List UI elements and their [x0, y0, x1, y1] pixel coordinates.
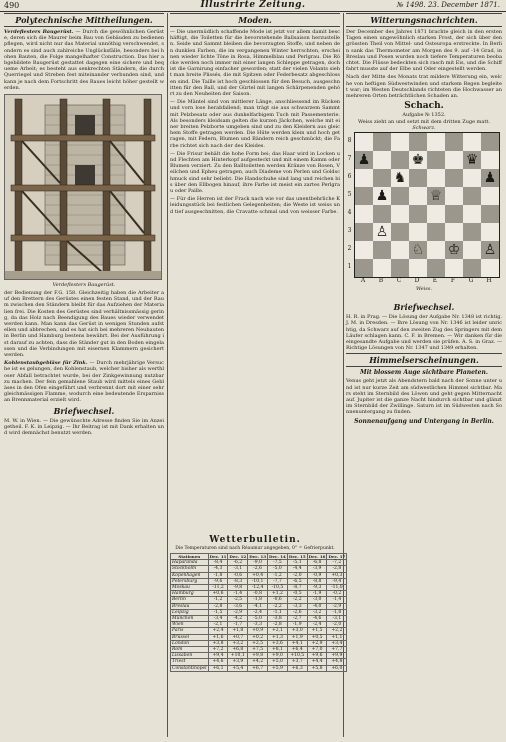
column-left: [4, 13, 164, 737]
chess-square: [463, 205, 481, 223]
chess-piece-square: ♚: [409, 151, 427, 169]
temperature-cell: -3,9: [307, 566, 327, 572]
temperature-cell: -6,2: [228, 560, 248, 566]
temperature-cell: +5,0: [268, 659, 288, 665]
chess-square: [391, 151, 409, 169]
chess-square: [481, 205, 499, 223]
temperature-cell: -11,2: [208, 585, 228, 591]
chess-square: [445, 151, 463, 169]
temperature-cell: -2,4: [248, 609, 268, 615]
station-name: Berlin: [171, 597, 209, 603]
temperature-cell: +2,5: [248, 640, 268, 646]
weather-column-header: Dec. 15: [288, 554, 306, 559]
temperature-cell: +6,4: [287, 647, 307, 653]
rank-label: 1: [347, 263, 352, 271]
temperature-cell: +0,7: [228, 634, 248, 640]
temperature-cell: -1,8: [208, 572, 228, 578]
black-label: Schwarz.: [412, 125, 436, 132]
temperature-cell: +10,5: [287, 653, 307, 659]
chess-square: [409, 223, 427, 241]
temperature-cell: -5,0: [268, 566, 288, 572]
file-label: C: [396, 277, 402, 285]
temperature-cell: +3,6: [268, 640, 288, 646]
chess-square: [409, 205, 427, 223]
chess-piece-square: ♙: [373, 223, 391, 241]
weather-column-header: Dec. 11: [209, 554, 227, 559]
station-name: Breslau: [171, 603, 209, 609]
article-text: Der December des Jahres 1871 brachte gleich in den ersten Tagen einen ungewöhnlich starken Frost, der sich über den grössten Theil von Mittel- und Osteuropa erstreckte. In Berlin sank das Thermometer am Morgen des 9. auf -14 Grad, in Breslau und Posen wurden noch tiefere Temperaturen beobachtet. Die Flüsse bedeckten sich rasch mit Eis, und die Schifffahrt musste auf der Elbe und Oder eingestellt werden.: [346, 29, 502, 73]
station-name: Brüssel: [171, 634, 209, 640]
station-name: Petersburg: [171, 578, 209, 584]
temperature-cell: -9,0: [248, 560, 268, 566]
chess-square: [373, 205, 391, 223]
section-heading: Polytechnische Mittheilungen.: [4, 13, 164, 27]
chess-square: [427, 151, 445, 169]
station-name: London: [171, 640, 209, 646]
chess-square: [427, 169, 445, 187]
temperature-cell: +1,9: [287, 634, 307, 640]
chess-square: [481, 133, 499, 151]
chess-piece-square: ♟: [373, 187, 391, 205]
temperature-cell: -9,8: [228, 585, 248, 591]
chess-square: [409, 187, 427, 205]
temperature-cell: +2,9: [307, 640, 327, 646]
article-paragraph: [4, 360, 164, 403]
chess-square: [427, 223, 445, 241]
temperature-cell: -1,9: [287, 622, 307, 628]
temperature-cell: -2,1: [208, 622, 228, 628]
temperature-cell: -2,8: [327, 566, 347, 572]
temperature-cell: -4,2: [228, 616, 248, 622]
weather-column-header: Dec. 14: [269, 554, 286, 559]
chess-square: [355, 205, 373, 223]
column-divider: [167, 13, 168, 737]
temperature-cell: +4,1: [287, 640, 307, 646]
temperature-cell: -4,0: [307, 603, 327, 609]
temperature-cell: +0,4: [248, 572, 268, 578]
temperature-cell: -12,4: [248, 585, 268, 591]
temperature-cell: -2,2: [268, 603, 288, 609]
temperature-cell: +5,4: [228, 665, 248, 671]
temperature-cell: -3,3: [248, 622, 268, 628]
chess-square: [481, 223, 499, 241]
temperature-cell: +2,2: [327, 628, 347, 634]
chess-piece-square: ♟: [481, 169, 499, 187]
chess-square: [373, 241, 391, 259]
temperature-cell: -7,2: [327, 560, 347, 566]
subsection-heading: Sonnenaufgang und Untergang in Berlin.: [354, 417, 494, 425]
temperature-cell: +1,5: [307, 628, 327, 634]
rank-label: 3: [347, 227, 352, 235]
temperature-cell: -9,6: [208, 578, 228, 584]
station-name: Constantinopel: [172, 665, 207, 671]
temperature-cell: +0,5: [307, 634, 327, 640]
chess-square: [445, 259, 463, 277]
temperature-cell: -9,3: [307, 585, 327, 591]
temperature-cell: +9,6: [307, 653, 327, 659]
chess-square: [445, 169, 463, 187]
column-right: [346, 13, 502, 737]
temperature-cell: -10,5: [268, 585, 288, 591]
station-name: Moskau: [171, 585, 209, 591]
temperature-cell: -3,0: [307, 597, 327, 603]
station-name: Rom: [171, 647, 209, 653]
weather-column-header: Dec. 16: [308, 554, 326, 559]
temperature-cell: -3,2: [307, 609, 327, 615]
table-row: [171, 665, 347, 671]
temperature-cell: +4,4: [307, 659, 327, 665]
file-label: B: [378, 277, 384, 285]
article-text: H. R. in Prag. — Die Lösung der Aufgabe Nr. 1348 ist richtig. J. M. in Dresden. — Ihre Lösung von Nr. 1346 ist leider unrichtig, da Schwarz auf den zweiten Zug des Springers mit dem Läufer schlagen kann. C. F. in Bremen. — Wir danken für die eingesandte Aufgabe und werden sie prüfen. A. S. in Graz. — Richtige Lösungen von Nr. 1347 und 1349 erhalten.: [346, 314, 502, 352]
weather-title: Wetterbulletin.: [209, 535, 301, 545]
temperature-cell: -1,1: [268, 609, 288, 615]
article-text: M. W. in Wien. — Die gewünschte Adresse finden Sie im Anzeigetheil. F. K. in Leipzig. — Ihr Beitrag ist mit Dank erhalten und wird demnächst benutzt werden.: [4, 417, 164, 437]
temperature-cell: +7,2: [208, 647, 228, 653]
chess-square: [391, 223, 409, 241]
chess-square: [481, 259, 499, 277]
temperature-cell: +2,4: [208, 628, 228, 634]
weather-bulletin: [170, 535, 346, 737]
temperature-cell: +4,2: [248, 659, 268, 665]
temperature-cell: -1,8: [248, 597, 268, 603]
temperature-cell: -1,8: [327, 609, 347, 615]
temperature-cell: -0,5: [287, 591, 307, 597]
temperature-cell: +3,9: [228, 659, 248, 665]
station-name: Leipzig: [171, 609, 209, 615]
chess-square: [391, 133, 409, 151]
rank-label: 6: [347, 173, 352, 181]
article-text: — Die unermüdlich schaffende Mode ist jetzt vor allem damit beschäftigt, die Toiletten für die bevorstehende Ballsaison herzustellen. Seide und Sammt bleiben die bevorzugten Stoffe, und neben den dunklen Farben, die im vergangenen Winter herrschten, erscheinen wieder lichte Töne in Rosa, Himmelblau und Perlgrau. Die Röcke werden noch immer mit einer langen Schleppe getragen, doch ist die Garnirung einfacher geworden; statt der vielen Volants sieht man breite Plissés, die mit Spitzen oder Federbesatz abgeschlossen sind. Die Taille ist hoch geschlossen für den Besuch, ausgeschnitten für den Ball, und der Gürtel mit langen Schärpenenden gehört zu den Neuheiten der Saison.: [170, 29, 340, 98]
temperature-cell: -0,6: [228, 572, 248, 578]
article-text: — Durch die gewöhnlichen Gerüste, deren sich die Maurer beim Bau von Gebäuden zu bedienen pflegen, wird nicht nur das Material unnöthig verschwendet, sondern es sind auch zahlreiche Unglücksfälle, besonders bei hohen Bauten, die Folge mangelhafter Construction. Das hier abgebildete Baugerüst gestattet dagegen eine sichere und bequeme Arbeit; es besteht aus senkrechten Ständern, die durch Querriegel und Streben fest miteinander verbunden sind, und kann je nach dem Fortschritt des Baues leicht höher gestellt werden.: [4, 29, 165, 91]
white-label: Weiss.: [415, 286, 432, 293]
weather-column-header: Stationen: [171, 554, 209, 560]
temperature-cell: -1,2: [208, 597, 228, 603]
article-text: Venus geht jetzt als Abendstern bald nach der Sonne unter und ist nur kurze Zeit am südwestlichen Himmel sichtbar. Mars steht im Sternbild des Löwen und geht gegen Mitternacht auf. Jupiter ist die ganze Nacht hindurch sichtbar und glänzt im Sternbild der Zwillinge. Saturn ist im Südwesten nach Sonnenuntergang zu finden.: [346, 378, 502, 416]
temperature-cell: -0,8: [248, 591, 268, 597]
temperature-cell: -2,4: [307, 622, 327, 628]
temperature-cell: -2,2: [287, 597, 307, 603]
chess-square: [427, 241, 445, 259]
temperature-cell: -3,4: [208, 616, 228, 622]
chess-square: [463, 259, 481, 277]
temperature-cell: -3,1: [228, 566, 248, 572]
temperature-cell: -5,0: [248, 616, 268, 622]
chess-piece-square: ♟: [355, 151, 373, 169]
temperature-cell: +1,6: [208, 634, 228, 640]
column-middle: [170, 13, 340, 545]
chess-square: [373, 151, 391, 169]
chess-square: [373, 133, 391, 151]
chess-square: [463, 169, 481, 187]
temperature-cell: -8,8: [307, 578, 327, 584]
temperature-cell: +0,6: [208, 591, 228, 597]
file-label: F: [450, 277, 456, 285]
temperature-cell: -4,4: [287, 566, 307, 572]
chess-square: [427, 133, 445, 151]
chess-board: [354, 132, 500, 278]
rank-label: 2: [347, 245, 352, 253]
section-heading: Witterungsnachrichten.: [346, 13, 502, 27]
page-number: 490: [4, 1, 20, 10]
temperature-cell: +3,8: [208, 640, 228, 646]
file-label: H: [486, 277, 492, 285]
figure-caption: Verdeflesters Baugerüst.: [52, 282, 116, 289]
temperature-cell: +2,1: [268, 628, 288, 634]
temperature-cell: -0,9: [307, 572, 327, 578]
temperature-cell: +6,7: [248, 665, 268, 671]
chess-square: [427, 259, 445, 277]
temperature-cell: +4,8: [327, 659, 347, 665]
file-label: A: [360, 277, 366, 285]
page-header: [0, 0, 506, 12]
scaffold-drawing: [5, 95, 161, 279]
chess-square: [391, 187, 409, 205]
chess-square: [481, 151, 499, 169]
temperature-cell: +6,3: [287, 665, 307, 671]
temperature-cell: -7,5: [268, 560, 288, 566]
temperature-cell: -8,3: [228, 578, 248, 584]
article-text: der Bedienung der F.G. 158. Gleichzeitig haben die Arbeiter auf den Brettern des Gerüstes einen festen Stand, und der Raum zwischen den Ständern bleibt für das Aufziehen der Materialien frei. Die Kosten des Gerüstes sind verhältnissmässig gering, da das Holz nach Beendigung des Baues wieder verwendet werden kann. Man kann das Gerüst in wenigen Stunden aufstellen und abbrechen, und es hat sich bei mehreren Neubauten in Berlin und Hamburg bestens bewährt. Bei der Ausführung ist darauf zu achten, dass die Ständer gut in den Boden eingelassen und die Verbindungen mit eisernen Klammern gesichert werden.: [4, 290, 164, 359]
temperature-cell: -4,6: [307, 616, 327, 622]
temperature-cell: -6,5: [287, 578, 307, 584]
file-label: E: [432, 277, 438, 285]
temperature-cell: -2,0: [327, 622, 347, 628]
temperature-cell: +7,5: [248, 647, 268, 653]
temperature-cell: +5,9: [268, 665, 288, 671]
temperature-cell: -3,6: [228, 603, 248, 609]
station-name: München: [171, 616, 209, 622]
temperature-cell: +9,9: [327, 653, 347, 659]
temperature-cell: -1,4: [327, 597, 347, 603]
file-label: G: [468, 277, 474, 285]
subsection-heading: Mit blossem Auge sichtbare Planeten.: [360, 369, 488, 377]
masthead: Illustrirte Zeitung.: [200, 0, 306, 10]
weather-column-header: Dec. 12: [229, 554, 247, 559]
temperature-cell: -6,8: [307, 560, 327, 566]
chess-square: [355, 241, 373, 259]
temperature-cell: -2,8: [208, 603, 228, 609]
temperature-cell: -8,4: [208, 560, 228, 566]
chess-square: [391, 241, 409, 259]
section-heading: Himmelserscheinungen.: [346, 353, 502, 367]
file-label: D: [414, 277, 420, 285]
weather-table-header: [171, 554, 347, 560]
weather-column-header: Dec. 17: [328, 554, 346, 559]
chess-square: [355, 259, 373, 277]
rank-label: 4: [347, 209, 352, 217]
station-name: Hamburg: [171, 591, 209, 597]
chess-piece-square: ♛: [463, 151, 481, 169]
chess-square: [445, 133, 463, 151]
chess-piece-square: ♘: [409, 241, 427, 259]
weather-table-body: [171, 560, 347, 672]
rank-label: 8: [347, 137, 352, 145]
temperature-cell: -8,7: [287, 585, 307, 591]
chess-square: [355, 169, 373, 187]
temperature-cell: +3,0: [287, 628, 307, 634]
temperature-cell: -5,1: [287, 560, 307, 566]
temperature-cell: -1,2: [268, 572, 288, 578]
chess-square: [445, 187, 463, 205]
temperature-cell: +3,7: [287, 659, 307, 665]
article-text: Nach der Mitte des Monats trat mildere Witterung ein, welche von heftigen Südwestwinden und starkem Regen begleitet war; im Westen Deutschlands richteten die Hochwasser an mehreren Orten beträchtlichen Schaden an.: [346, 74, 502, 100]
article-text: — Die Frisur behält die hohe Form bei; das Haar wird in Locken und Flechten am Hinterkopf aufgesteckt und mit einem Kamm oder Blumen verziert. Zu den Balltoiletten werden Kränze von Rosen, Veilchen und Epheu getragen, auch Diademe von Perlen und Goldschmuck sind sehr beliebt. Die Handschuhe sind lang und reichen bis über den Ellbogen hinauf, ihre Farbe ist meist ein zartes Perlgrau oder Paille.: [170, 150, 340, 195]
article-paragraph: [4, 29, 164, 91]
chess-square: [463, 187, 481, 205]
station-name: Paris: [171, 628, 209, 634]
chess-piece-square: ♞: [391, 169, 409, 187]
table-row: [171, 560, 347, 566]
temperature-cell: +1,1: [327, 634, 347, 640]
chess-square: [373, 259, 391, 277]
temperature-cell: +6,8: [228, 647, 248, 653]
issue-date: № 1498. 23. December 1871.: [396, 1, 500, 9]
article-lead: Verdeflesters Baugerüst.: [4, 29, 74, 35]
temperature-cell: -2,5: [228, 597, 248, 603]
temperature-cell: +9,4: [208, 653, 228, 659]
temperature-cell: -1,7: [228, 622, 248, 628]
temperature-cell: -7,7: [268, 578, 288, 584]
temperature-cell: -1,5: [208, 609, 228, 615]
chess-square: [463, 223, 481, 241]
temperature-cell: -2,8: [268, 622, 288, 628]
temperature-cell: -11,0: [327, 585, 347, 591]
rank-labels: [346, 132, 353, 276]
weather-column-header: Dec. 13: [249, 554, 267, 559]
chess-square: [427, 205, 445, 223]
chess-square: [481, 187, 499, 205]
station-name: Stockholm: [171, 566, 209, 572]
scaffold-illustration: [4, 94, 162, 280]
temperature-cell: -2,7: [287, 616, 307, 622]
chess-square: [463, 241, 481, 259]
station-name: Triest: [171, 659, 209, 665]
article-text: — Die Mäntel sind von mittlerer Länge, anschliessend im Rücken und vorn lose herabfallend; man trägt sie aus schwarzem Sammt mit Pelzbesatz oder aus dunkelfarbigem Tuch mit Passementerie. Als besonders kleidsam gelten die kurzen Jäckchen, welche mit einer breiten Pelzborte umgeben sind und zu den Kleidern aus gleichem Stoffe getragen werden. Die Hüte werden klein und hoch getragen, mit Federn, Blumen und Bändern reich geschmückt; die Farbe richtet sich nach der des Kleides.: [170, 99, 340, 149]
temperature-cell: -1,4: [228, 591, 248, 597]
chess-square: [391, 259, 409, 277]
temperature-cell: -0,6: [268, 597, 288, 603]
temperature-cell: -2,9: [228, 609, 248, 615]
chess-square: [355, 133, 373, 151]
temperature-cell: -3,1: [327, 616, 347, 622]
temperature-cell: +6,0: [327, 665, 347, 671]
file-labels: [354, 277, 498, 284]
article-text: — Für die Herren ist der Frack nach wie vor das unentbehrliche Kleidungsstück bei festlichen Gelegenheiten; die Weste ist weiss und tief ausgeschnitten, die Cravatte schmal und von weisser Farbe.: [170, 196, 340, 215]
temperature-cell: +9,8: [248, 653, 268, 659]
temperature-cell: -10,1: [248, 578, 268, 584]
temperature-cell: +1,2: [268, 591, 288, 597]
chess-piece-square: ♔: [445, 241, 463, 259]
rank-label: 7: [347, 155, 352, 163]
chess-square: [409, 133, 427, 151]
chess-diagram: [346, 126, 502, 302]
temperature-cell: +1,3: [268, 634, 288, 640]
temperature-cell: +1,8: [228, 628, 248, 634]
subsection-heading: Briefwechsel.: [53, 405, 115, 416]
temperature-cell: -4,3: [208, 566, 228, 572]
chess-square: [463, 133, 481, 151]
weather-subtitle: Die Temperaturen sind nach Réaumur angegeben, 0° = Gefrierpunkt.: [175, 546, 335, 551]
temperature-cell: +9,0: [268, 653, 288, 659]
weather-table: [170, 553, 347, 672]
temperature-cell: +0,2: [248, 634, 268, 640]
temperature-cell: +7,7: [327, 647, 347, 653]
chess-square: [355, 187, 373, 205]
temperature-cell: +5,8: [307, 665, 327, 671]
temperature-cell: -4,1: [248, 603, 268, 609]
table-row: [171, 578, 347, 584]
temperature-cell: -3,8: [268, 616, 288, 622]
temperature-cell: -1,9: [307, 591, 327, 597]
temperature-cell: -2,0: [287, 572, 307, 578]
chess-heading: Schach.: [404, 101, 444, 112]
temperature-cell: +3,4: [327, 640, 347, 646]
rank-label: 5: [347, 191, 352, 199]
station-name: Kopenhagen: [171, 572, 209, 578]
chess-square: [409, 259, 427, 277]
station-name: Haparanda: [171, 560, 209, 566]
chess-problem-number: Aufgabe № 1352.: [402, 112, 446, 119]
subsection-heading: Briefwechsel.: [393, 302, 455, 313]
chess-square: [445, 205, 463, 223]
section-heading: Moden.: [170, 13, 340, 27]
chess-instruction: Weiss zieht an und setzt mit dem dritten Zuge matt.: [358, 119, 490, 126]
temperature-cell: -2,9: [327, 603, 347, 609]
article-text: — Durch mehrjährige Versuche ist es gelungen, den Kohlenstaub, welcher bisher als werthloser Abfall betrachtet wurde, bei der Zinkgewinnung nutzbar zu machen. Der fein gemahlene Staub wird mittels eines Gebläses in den Ofen eingeführt und verbrennt dort mit einer sehr gleichmässigen Flamme, wodurch eine bedeutende Ersparniss an Brennmaterial erzielt wird.: [4, 360, 164, 404]
temperature-cell: -2,6: [287, 609, 307, 615]
chess-square: [373, 169, 391, 187]
temperature-cell: +8,1: [268, 647, 288, 653]
temperature-cell: +7,0: [307, 647, 327, 653]
chess-square: [445, 223, 463, 241]
temperature-cell: +0,9: [248, 628, 268, 634]
chess-piece-square: ♕: [427, 187, 445, 205]
chess-square: [391, 205, 409, 223]
temperature-cell: -2,6: [248, 566, 268, 572]
station-name: Wien: [171, 622, 209, 628]
article-lead: Kohlenstaubgebläse für Zink.: [4, 360, 88, 367]
temperature-cell: +4,6: [208, 659, 228, 665]
temperature-cell: -9,4: [327, 578, 347, 584]
temperature-cell: +3,2: [228, 640, 248, 646]
table-row: [171, 572, 347, 578]
temperature-cell: -3,3: [287, 603, 307, 609]
chess-piece-square: ♙: [481, 241, 499, 259]
temperature-cell: +10,1: [228, 653, 248, 659]
temperature-cell: -0,2: [327, 591, 347, 597]
temperature-cell: +6,1: [208, 665, 228, 671]
temperature-cell: +0,3: [327, 572, 347, 578]
station-name: Lissabon: [171, 653, 209, 659]
chess-square: [355, 223, 373, 241]
chess-square: [409, 169, 427, 187]
